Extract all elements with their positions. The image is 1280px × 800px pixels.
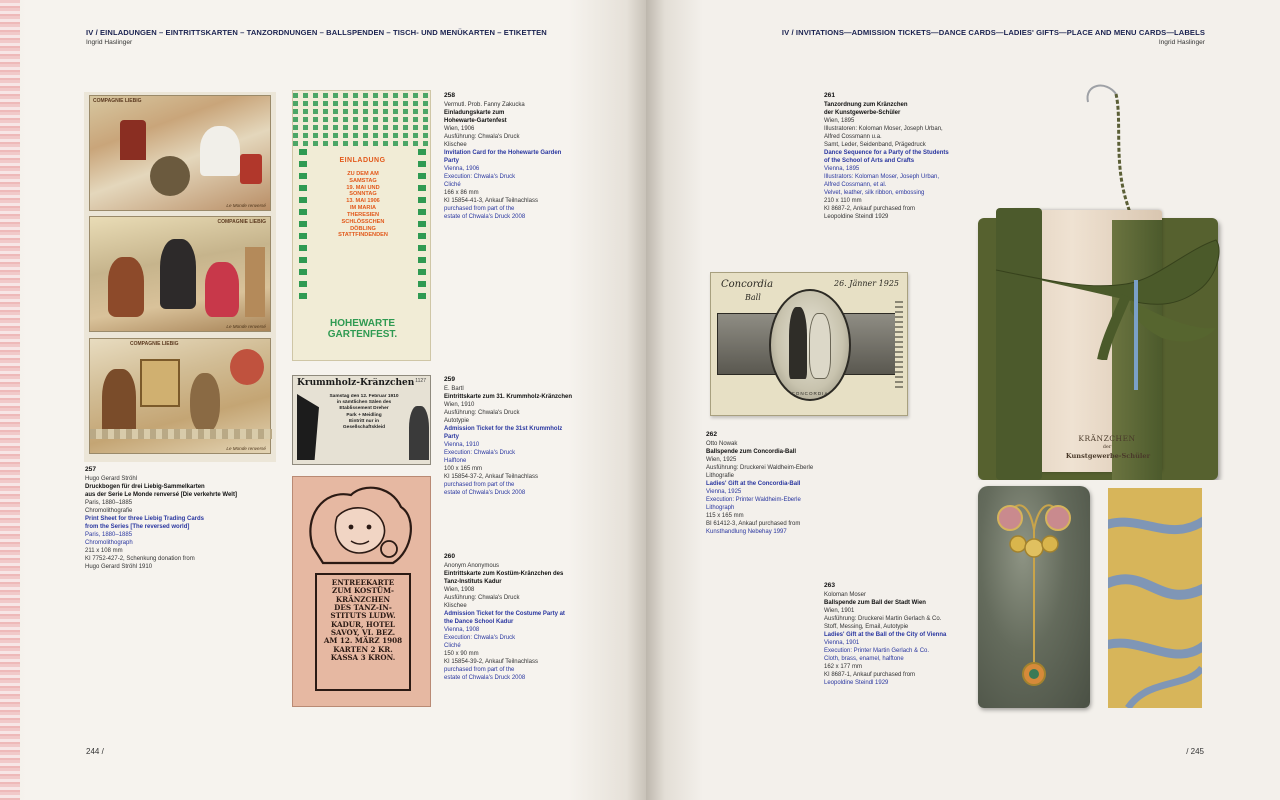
dance-card-object-image (966, 80, 1228, 480)
caption-line: Illustratoren: Koloman Moser, Joseph Urban, (824, 125, 943, 132)
caption-line: Vermutl. Prob. Fanny Zakucka (444, 101, 525, 108)
krummholz-line: in sämtlichen Sälen des (336, 400, 392, 406)
caption-line: Leopoldine Steindl 1929 (824, 680, 889, 687)
caption-line: Stoff, Messing, Email, Autotypie (824, 623, 909, 630)
velvet-ball-gift-image (978, 486, 1090, 708)
caption-259 (444, 376, 572, 497)
krummholz-text-block (321, 394, 407, 462)
liebig-caption-label: Le Monde renversé (226, 446, 266, 451)
concordia-bottom-label: CONCORDIA (791, 391, 829, 396)
krummholz-line: Eintritt nur in (348, 418, 380, 424)
liebig-caption-label: Le Monde renversé (226, 324, 266, 329)
kraenzchen-title: KRÄNZCHEN (1078, 434, 1136, 443)
hohewarte-text-block (309, 171, 417, 239)
right-page-number: / 245 (1186, 747, 1204, 756)
caption-line: purchased from part of the (444, 482, 515, 489)
caption-line: Samt, Leder, Seidenband, Prägedruck (824, 141, 926, 148)
caption-line: Ausführung: Chwala's Druck (444, 594, 520, 601)
caption-line: Wien, 1925 (706, 456, 737, 463)
caption-line: Paris, 1880–1885 (85, 499, 133, 506)
liebig-brand-label: COMPAGNIE LIEBIG (130, 341, 179, 347)
caption-line: Vienna, 1908 (444, 627, 480, 634)
caption-line: Wien, 1895 (824, 117, 855, 124)
concordia-title: Concordia (721, 279, 774, 290)
caption-261 (824, 92, 949, 221)
hohewarte-text-line: IM MARIA (349, 205, 377, 212)
caption-line: Execution: Printer Waldheim-Eberle (706, 497, 801, 504)
caption-line: Vienna, 1925 (706, 489, 742, 496)
caption-line: Hugo Gerard Ströhl 1910 (85, 564, 153, 571)
left-page-number: 244 / (86, 747, 104, 756)
caption-line: Velvet, leather, silk ribbon, embossing (824, 190, 925, 197)
right-author: Ingrid Haslinger (1158, 39, 1205, 46)
caption-line: Wien, 1901 (824, 607, 855, 614)
caption-line: Hohewarte-Gartenfest (444, 117, 507, 124)
right-page (646, 0, 1280, 800)
kadur-line: SAVOY, VI. BEZ. (330, 628, 396, 638)
caption-line: 210 x 110 mm (824, 198, 862, 205)
caption-line: BI 61412-3, Ankauf purchased from (706, 521, 801, 528)
caption-line: Cloth, brass, enamel, halftone (824, 656, 904, 663)
caption-line: KI 15854-41-3, Ankauf Teilnachlass (444, 198, 538, 205)
caption-line: KI 15854-37-2, Ankauf Teilnachlass (444, 474, 538, 481)
krummholz-line: Samstag den 12. Februar 1910 (329, 394, 399, 399)
caption-line: purchased from part of the (444, 667, 515, 674)
caption-line: 100 x 165 mm (444, 466, 483, 473)
kadur-line: DES TANZ-IN- (334, 603, 392, 613)
hohewarte-text-line: ZU DEM AM (347, 171, 379, 177)
enamel-ornament (978, 486, 1090, 708)
hohewarte-title-line: HOHEWARTE (330, 318, 395, 329)
kadur-line: KADUR, HOTEL (331, 619, 395, 629)
caption-line: Cliché (444, 643, 461, 650)
caption-line: Vienna, 1910 (444, 442, 480, 449)
caption-258 (444, 92, 561, 221)
concordia-date: 26. Jänner 1925 (833, 279, 899, 288)
krummholz-line: Park + Meidling (346, 412, 382, 418)
caption-line: Eintrittskarte zum 31. Krummholz-Kränzchen (444, 393, 573, 400)
concordia-ball-label: Ball (745, 293, 761, 302)
caption-line: Klischee (444, 602, 467, 609)
krummholz-ticket-image (292, 375, 431, 465)
caption-line: 150 x 90 mm (444, 651, 479, 658)
caption-line: Wien, 1906 (444, 125, 475, 132)
caption-line: Tanz-Instituts Kadur (444, 578, 502, 585)
blue-wave-pattern (1108, 488, 1202, 708)
caption-line: Dance Sequence for a Party of the Students (824, 150, 949, 157)
catalog-number: 259 (444, 376, 456, 383)
caption-line: Alfred Cossmann, et al. (824, 182, 887, 189)
catalog-number: 263 (824, 582, 836, 589)
caption-line: Halftone (444, 458, 467, 465)
liebig-card-3 (89, 338, 271, 454)
caption-line: estate of Chwala's Druck 2008 (444, 214, 526, 221)
kadur-line: STITUTS LUDW. (330, 611, 396, 621)
krummholz-number: 1127 (415, 378, 426, 384)
hohewarte-text-line: DÖBLING (350, 225, 376, 232)
caption-line: Koloman Moser (824, 591, 867, 598)
caption-263 (824, 582, 946, 687)
caption-line: Ausführung: Druckerei Waldheim-Eberle (706, 464, 814, 471)
caption-line: Party (444, 434, 460, 441)
hohewarte-text-line: SAMSTAG (349, 177, 377, 184)
caption-line: der Kunstgewerbe-Schüler (824, 109, 901, 116)
caption-line: the Dance School Kadur (444, 619, 514, 626)
caption-line: Execution: Chwala's Druck (444, 450, 516, 457)
hohewarte-invite-label: EINLADUNG (339, 157, 386, 164)
caption-line: 211 x 108 mm (85, 548, 123, 555)
liebig-caption-label: Le Monde renversé (226, 203, 266, 208)
liebig-card-1 (89, 95, 271, 211)
caption-line: Autotypie (444, 417, 470, 424)
kadur-line: KASSA 3 KRON. (330, 653, 396, 663)
catalog-number: 257 (85, 466, 97, 473)
caption-line: 162 x 177 mm (824, 664, 863, 671)
liebig-brand-label: COMPAGNIE LIEBIG (93, 98, 142, 104)
caption-line: Einladungskarte zum (444, 109, 505, 116)
caption-line: Klischee (444, 141, 467, 148)
golden-card-image (1108, 488, 1202, 708)
catalog-number: 258 (444, 92, 456, 99)
caption-line: Leopoldine Steindl 1929 (824, 214, 889, 221)
caption-line: aus der Serie Le Monde renversé [Die verkehrte Welt] (85, 491, 237, 498)
caption-line: KI 7752-427-2, Schenkung donation from (85, 556, 195, 563)
caption-line: Eintrittskarte zum Kostüm-Kränzchen des (444, 570, 564, 577)
hohewarte-title-line: GARTENFEST. (327, 328, 398, 340)
left-author: Ingrid Haslinger (86, 39, 133, 46)
kadur-line: AM 12. MÄRZ 1908 (323, 636, 403, 646)
kadur-line: KRÄNZCHEN (335, 594, 391, 604)
page-edge-strip (0, 0, 20, 800)
kadur-ticket-image (292, 476, 431, 707)
concordia-ball-card-image (710, 272, 908, 416)
caption-line: KI 15854-39-2, Ankauf Teilnachlass (444, 659, 538, 666)
caption-line: Invitation Card for the Hohewarte Garden (444, 150, 562, 157)
caption-line: Lithograph (706, 505, 735, 512)
caption-line: Paris, 1880–1885 (85, 532, 133, 539)
caption-line: KI 8687-2, Ankauf purchased from (824, 206, 916, 213)
catalog-number: 261 (824, 92, 836, 99)
caption-line: 115 x 165 mm (706, 513, 744, 520)
catalog-number: 262 (706, 431, 718, 438)
caption-line: KI 8687-1, Ankauf purchased from (824, 672, 916, 679)
kadur-line: ZUM KOSTÜM- (331, 586, 395, 596)
caption-line: Cliché (444, 182, 461, 189)
caption-260 (444, 553, 565, 682)
krummholz-line: Gesellschaftskleid (342, 425, 386, 431)
caption-line: Ausführung: Druckerei Martin Gerlach & Co. (824, 615, 942, 622)
caption-line: Chromolithografie (85, 507, 133, 514)
hohewarte-title-block (303, 319, 422, 340)
liebig-card-2 (89, 216, 271, 332)
caption-line: Print Sheet for three Liebig Trading Cards (85, 515, 205, 522)
liebig-print-sheet-image (84, 92, 276, 462)
caption-line: Ballspende zum Ball der Stadt Wien (824, 599, 926, 606)
caption-line: Druckbogen für drei Liebig-Sammelkarten (85, 483, 205, 490)
caption-line: Hugo Gerard Ströhl (85, 475, 138, 482)
hohewarte-text-line: STATTFINDENDEN (338, 232, 388, 239)
caption-line: purchased from part of the (444, 206, 515, 213)
caption-line: Execution: Printer Martin Gerlach & Co. (824, 648, 930, 655)
caption-line: Execution: Chwala's Druck (444, 635, 516, 642)
right-running-header: IV / INVITATIONS—ADMISSION TICKETS—DANCE CARDS—LADIES' GIFTS—PLACE AND MENU CARDS—LABELS (781, 28, 1205, 37)
caption-line: Execution: Chwala's Druck (444, 174, 516, 181)
caption-line: from the Series [The reversed world] (85, 524, 190, 531)
caption-line: Ladies' Gift at the Concordia-Ball (706, 480, 801, 487)
caption-line: of the School of Arts and Crafts (824, 158, 915, 165)
caption-262 (706, 431, 813, 536)
kadur-text-block (315, 573, 411, 691)
caption-line: Vienna, 1901 (824, 640, 860, 647)
caption-line: estate of Chwala's Druck 2008 (444, 675, 526, 682)
kraenzchen-subtitle: Kunstgewerbe-Schüler (1065, 452, 1151, 460)
caption-line: estate of Chwala's Druck 2008 (444, 490, 526, 497)
hohewarte-text-line: 13. MAI 1906 (346, 198, 380, 205)
kadur-line: KARTEN 2 KR. (333, 644, 393, 654)
masks-illustration (293, 477, 431, 572)
caption-line: Lithografie (706, 472, 735, 479)
caption-line: Vienna, 1895 (824, 166, 860, 173)
caption-line: Chromolithograph (85, 540, 133, 547)
kraenzchen-der: der (1102, 444, 1112, 450)
kadur-line: ENTREEKARTE (331, 578, 395, 587)
caption-line: E. Bartl (444, 385, 464, 392)
hohewarte-text-line: SONNTAG (349, 191, 377, 198)
caption-line: Vienna, 1906 (444, 166, 480, 173)
caption-line: Admission Ticket for the Costume Party at (444, 611, 565, 618)
left-running-header: IV / EINLADUNGEN – EINTRITTSKARTEN – TANZORDNUNGEN – BALLSPENDEN – TISCH- UND MENÜKARTEN – ETIKETTEN (86, 28, 547, 37)
caption-line: Illustrators: Koloman Moser, Joseph Urban, (824, 174, 940, 181)
hohewarte-text-line: SCHLÖSSCHEN (341, 218, 385, 225)
caption-line: Alfred Cossmann u.a. (824, 133, 882, 140)
caption-line: Kunsthandlung Nebehay 1997 (706, 529, 787, 536)
caption-line: Ladies' Gift at the Ball of the City of Vienna (824, 631, 947, 638)
caption-257 (85, 466, 237, 571)
caption-line: Tanzordnung zum Kränzchen (824, 101, 908, 108)
caption-line: Wien, 1908 (444, 586, 475, 593)
caption-line: Ballspende zum Concordia-Ball (706, 448, 797, 455)
caption-line: Party (444, 158, 460, 165)
catalog-number: 260 (444, 553, 456, 560)
krummholz-title: Krummholz-Kränzchen (297, 378, 415, 388)
hohewarte-invitation-image (292, 90, 431, 361)
hohewarte-text-line: 19. MAI UND (346, 184, 380, 191)
caption-line: Admission Ticket for the 31st Krummholz (444, 425, 563, 432)
liebig-brand-label: COMPAGNIE LIEBIG (217, 219, 266, 225)
silk-ribbon-bow (966, 210, 1228, 360)
caption-line: Otto Nowak (706, 440, 738, 447)
caption-line: 166 x 86 mm (444, 190, 479, 197)
caption-line: Anonym Anonymous (444, 562, 500, 569)
caption-line: Ausführung: Chwala's Druck (444, 133, 520, 140)
krummholz-line: Etablissement Dreher (339, 406, 389, 412)
hohewarte-text-line: THERESIEN (346, 211, 379, 218)
caption-line: Ausführung: Chwala's Druck (444, 409, 520, 416)
caption-line: Wien, 1910 (444, 401, 475, 408)
